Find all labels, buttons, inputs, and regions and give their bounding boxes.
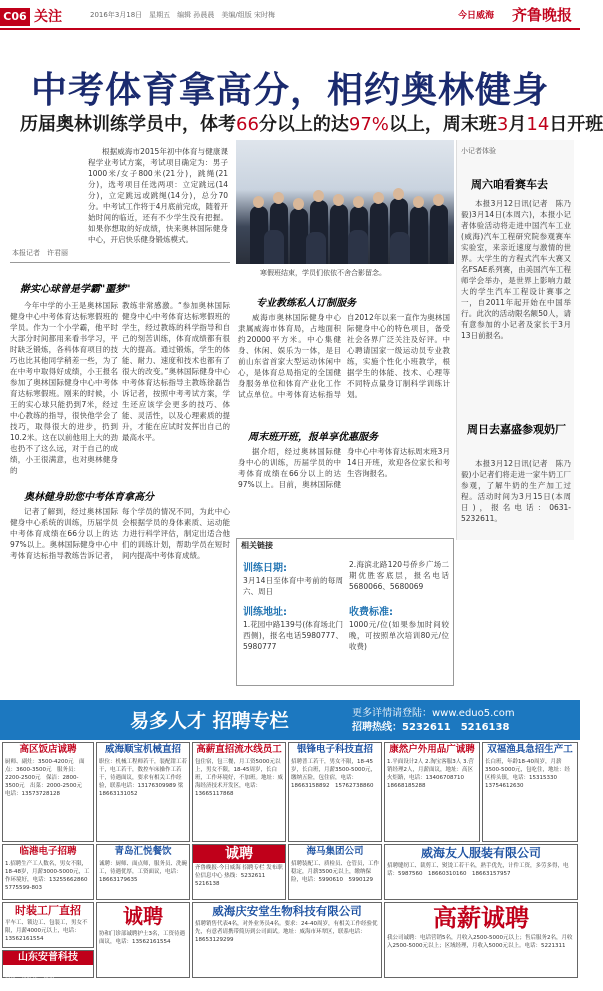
box-subtitle: 训练日期: [243,563,287,574]
ad-block: 诚聘 协和门诊部诚聘护士3名，工资待遇面议，电话：13562161554 [96,902,190,978]
article-column: 今年中学的小王是奥林国际健身中心中考体育达标寒假班的学员。作为一个小学霸，他平时大部分时间都用来看书学习，平时缺乏锻炼，各科体育项目的技巧也比其他同学稍差一些，为了在中考中取得好成绩，小王报名参加了奥林国际健身中心中考体育达标寒假班。刚来的时候，小王的实心球只能扔到7米，经过中心教练的指导，很快他学会了技巧，取得很大的进步，扔到10.2米。这在以前他用上大的劲也扔不了这么远，对于自己的成绩，小王很满意，也对奥林健身的 [10,301,118,475]
section-heading: 奥林健身助您中考体育拿高分 [24,492,154,503]
ad-block: 诚聘 齐鲁晚报·今日威海 招聘专栏 发布职位信息中心 热线：5232611 5216138 [192,844,286,900]
ad-block: 时装工厂直招 平车工、锁边工、包装工，男女不限，月薪4000元以上，电话：13562161554 [2,902,94,948]
ad-block: 高薪直招流水线员工 包住宿，包三餐，月工资5000元以上，男女不限，18-45周岁，长白班，工作环境好，不加班。地址：威海经济技术开发区，电话：13665117868 [192,742,286,842]
box-text: 1.花园中路139号(体育场北门西侧)，报名电话5980777、5980777 [243,620,343,651]
article-column: 教练非常感激。“参加奥林国际健身中心中考体育达标寒假班的学生，经过教练的科学指导和自己的刻苦训练，体育成绩都有很大的提高。通过锻炼，学生的体能、耐力、速度和技术也都有了很大的改变。”奥林国际健身中心中考体育达标指导主教练徐磊告诉记者，按照中考考试方案，学生还应该学会更多的技巧、体能、灵活性，以及心理素质的提升，才能在应试时发挥出自己的最高水平。 [122,301,230,442]
paper-subtitle: 今日威海 [457,11,494,21]
ad-block: 青岛汇悦餐饮 诚聘：厨师、面点师，服务员、洗碗工，待遇优厚，工资面议，电话：18663179635 [96,844,190,900]
sidebar [456,140,574,540]
article-column: 据介绍，经过奥林国际健身中心的训练，历届学员的中考体育成绩在66分以上的达97%以上。目前，奥林国际健身中心中考体育达标周末班3月14日开班，欢迎各位家长和考生咨询报名。 [238,447,450,489]
box-text: 1000元/位(如果参加时间较晚，可按照单次培训80元/位收费) [349,620,449,651]
box-subtitle: 训练地址: [243,607,287,618]
paper-logo: 齐鲁晚报 [511,6,572,24]
banner-title: 易多人才 招聘专栏 [130,710,289,732]
recruitment-banner [0,700,580,740]
page-number: C06 [0,8,30,26]
ad-block: 康然户外用品广诚聘 1.平面设计2人 2.淘宝客服3人 3.营销经理2人，月薪面议，地址：高区火炬路，电话：13406708710 18668185288 [384,742,480,842]
photo-caption: 寒假班结束，学员们依依不舍合影留念。 [260,269,386,277]
section-title: 关注 [34,9,62,25]
section-heading: 专业教练私人订制服务 [256,298,356,309]
ad-block: 双福渔具急招生产工 长白班，年龄18-40周岁，月薪3500-5000元，包吃住，地址：经区桥头镇，电话：15315330 13754612630 [482,742,578,842]
sidebar-title: 周日去嘉盛参观奶厂 [467,423,566,436]
issue-meta: 2016年3月18日 星期五 编辑 孙晨晨 美编/组版 宋时梅 [90,11,275,19]
box-text: 2.海滨北路120号侨乡广场二期优胜客底层，报名电话5680066、5680069 [349,560,449,591]
divider [10,262,230,263]
box-text: 3月14日至体育中考前的每周六、周日 [243,576,343,596]
reporter-byline: 本报记者 许君丽 [12,249,68,257]
subheadline: 历届奥林训练学员中，体考66分以上的达97%以上，周末班3月14日开班 [20,114,603,135]
article-lead: 根据威海市2015年初中体育与健康课程学业考试方案，考试项目确定为：男子1000米/女子800米(21分)，跳绳(21分)，选考项目任选两项：立定跳远(14分)，立定跳远或跳绳(14分)，总分70分。中考试工作将于4月底前完成，随着开始时间的临近，还有不少学生没有把握。如果你想取的好成绩，快来奥林国际健身中心，开启快乐健身锻炼模式。 [88,147,228,244]
ad-block: 海马集团公司 招聘装配工、质检员、仓管员，工作稳定，月薪3500元以上，缴纳保险，电话：5990610 5990129 [288,844,382,900]
ad-block: 威海顺宝机械直招 职位：机械工程师若干，装配钳工若干，电工若干，数控车床操作工若干，待遇面议，要求有相关工作经验，联系电话：13176309989 梁 18663131052 [96,742,190,842]
ad-block: 临港电子招聘 1.招聘生产工人数名，男女不限，18-48岁，月薪3000-5000元，工作环境好，电话：13255662860 5775599-803 [2,844,94,900]
sidebar-label: 小记者体验 [461,147,496,155]
article-column: 记者了解到，经过奥林国际健身中心系统的训练，历届学员中考体育成绩在66分以上的达97%以上。奥林国际健身中心中考体育达标指导教练告诉记者，每个学员的情况不同，为此中心会根据学员的身体素质、运动能力进行科学评估，制定出适合他们的训练计划，帮助学员在短时间内提高中考体育成绩。 [10,507,230,560]
banner-more[interactable]: 更多详情请登陆：www.eduo5.com [352,708,515,719]
section-heading: 擀实心球曾是学霸"噩梦" [20,284,131,295]
ad-block: 高薪诚聘 我公司诚聘：电话营销5名，月收入2500-5000元以上；售后服务2名，月收入2500-5000元以上；区域经理，月收入5000元以上。电话：5221311 [384,902,578,978]
ad-block: 威海庆安堂生物科技有限公司 招聘销售代表4名，对外业务员4名。要求：24-40周岁，有相关工作经验优先，有意者请携带简历到公司面试。地址：威海市环翠区，联系电话：18653129299 [192,902,382,978]
article-column: 威海市奥林国际健身中心隶属威海市体育局，占地面积约20000平方米。中心集健身、休闲、娱乐为一体，是目前山东省首家大型运动休闲中心，是体育总局指定的全国健身服务单位和体育产业化工作试点单位。中考体育达标指导自2012年以来一直作为奥林国际健身中心的特色项目，备受社会各界广泛关注及好评。中心聘请国家一级运动员专业教练，实施个性化小班教学，根据学生的体能、技术、心理等不同特点量身订制科学训练计划。 [238,313,450,399]
headline: 中考体育拿高分，相约奥林健身 [30,70,549,111]
related-info-box [236,538,454,686]
group-photo [236,140,454,264]
ad-block: 高区饭店诚聘 厨师、副灶：3500-4200元 面点：3600-3500元 服务员：2200-2500元 保洁：2800-3500元 出菜：2000-2500元 电话：13573728128 [2,742,94,842]
sidebar-text: 本报3月12日讯(记者 陈乃毅)小记者们将走进一家牛奶工厂参观，了解牛奶的生产加工过程。活动时间为3月15日(本周日)，报名电话：0631-5232611。 [461,459,571,523]
box-subtitle: 收费标准: [349,607,393,618]
ad-block: 威海友人服装有限公司 招聘缝纫工、裁剪工、熨烫工若干名，熟手优先，计件工资，多劳多得，电话：5987560 18660310160 18663157957 [384,844,578,900]
ad-block: 山东安普科技 生产普工，月薪3500-4500元，长白班，包吃住，电话：15165160001 [2,950,94,978]
sidebar-title: 周六咱看赛车去 [471,178,548,191]
ad-block: 银锋电子科技直招 招聘普工若干，男女不限，18-45岁，长白班，月薪3500-5000元，缴纳五险，包住宿，电话：18663158892 15762738860 [288,742,382,842]
section-heading: 周末班开班，报单享优惠服务 [248,432,378,443]
box-label: 相关链接 [237,539,299,553]
sidebar-text: 本报3月12日讯(记者 陈乃毅)3月14日(本周六)，本报小记者体验活动将走进中国汽车工业(威海)汽车工程研究院参观赛车实验室，来亲近速度与激情的世界。大学生的方程式汽车大赛又名FSAE系列赛，由美国汽车工程师学会举办，是世界上影响力最大的学生汽车工程设计赛事之一，自2011年起开始在中国举行。此次的活动限名额50人，请有意参加的小记者及家长于3月13日前报名。 [461,199,571,340]
banner-phone: 招聘热线：5232611 5216138 [352,722,510,733]
